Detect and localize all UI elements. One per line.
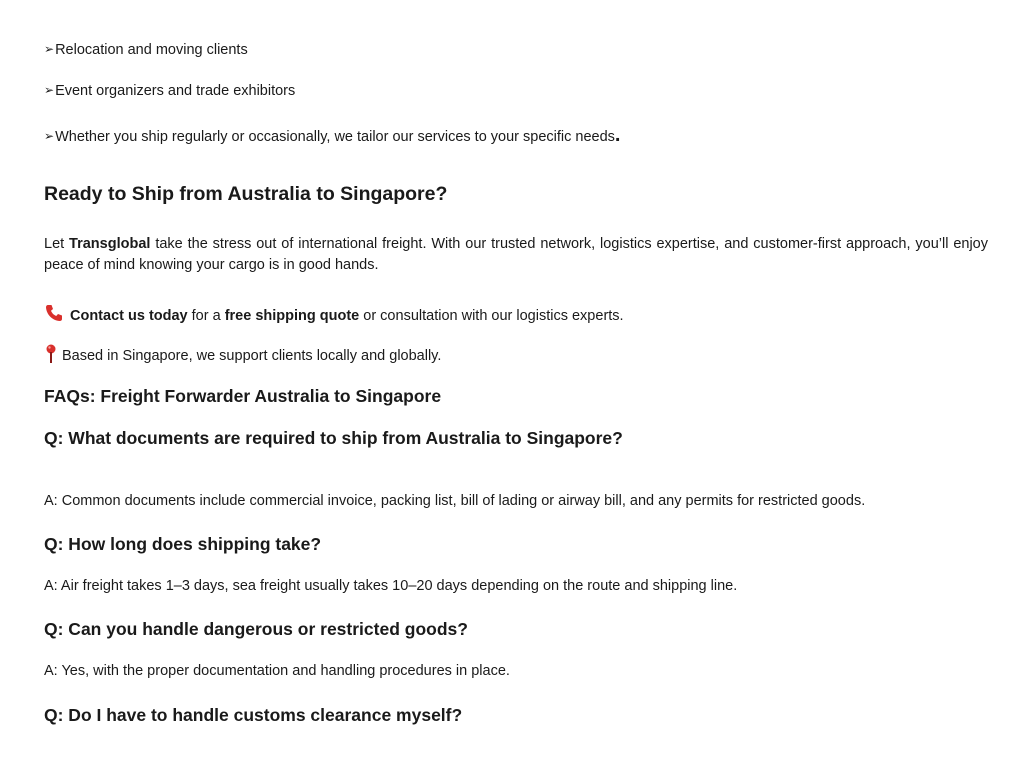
intro-text: take the stress out of international freight. With our trusted network, logistics expertise, and customer-first approach, you’ll enjoy peace of mind knowing your cargo is in good hands. — [44, 236, 988, 273]
faq-answer: A: Air freight takes 1–3 days, sea freight usually takes 10–20 days depending on the route and shipping line. — [44, 578, 738, 594]
intro-prefix: Let — [44, 236, 70, 252]
free-quote-link[interactable]: free shipping quote — [224, 308, 360, 324]
contact-mid-text: for a — [187, 308, 225, 324]
contact-line — [44, 303, 624, 328]
location-text: Based in Singapore, we support clients locally and globally. — [62, 348, 442, 364]
faq-answer: A: Yes, with the proper documentation and handling procedures in place. — [44, 663, 510, 679]
faq-question: Q: Can you handle dangerous or restricted goods? — [44, 619, 468, 639]
phone-icon — [44, 303, 64, 328]
arrow-bullet-icon: ➢ — [44, 83, 55, 97]
faq-answer: A: Common documents include commercial invoice, packing list, bill of lading or airway bill, and any permits for restricted goods. — [44, 493, 866, 509]
faq-question: Q: How long does shipping take? — [44, 534, 322, 554]
pin-icon — [44, 344, 58, 369]
arrow-bullet-icon: ➢ — [44, 42, 55, 56]
bullet-item — [44, 41, 248, 59]
location-line — [44, 344, 441, 369]
bullet-text: Relocation and moving clients — [55, 42, 248, 58]
intro-paragraph — [44, 234, 988, 276]
faq-question: Q: What documents are required to ship from Australia to Singapore? — [44, 428, 623, 448]
bullet-text: Whether you ship regularly or occasionally, we tailor our services to your specific needs — [55, 129, 615, 145]
faq-question: Q: Do I have to handle customs clearance myself? — [44, 705, 463, 725]
arrow-bullet-icon: ➢ — [44, 129, 55, 143]
contact-us-link[interactable]: Contact us today — [70, 308, 188, 324]
contact-rest-text: or consultation with our logistics experts. — [359, 308, 624, 324]
bullet-item — [44, 82, 295, 100]
ready-heading: Ready to Ship from Australia to Singapore? — [44, 183, 448, 205]
bullet-text: Event organizers and trade exhibitors — [55, 83, 296, 99]
brand-name: Transglobal — [69, 236, 151, 252]
bullet-period: . — [614, 124, 621, 146]
bullet-item — [44, 124, 621, 146]
faq-heading: FAQs: Freight Forwarder Australia to Singapore — [44, 386, 442, 406]
